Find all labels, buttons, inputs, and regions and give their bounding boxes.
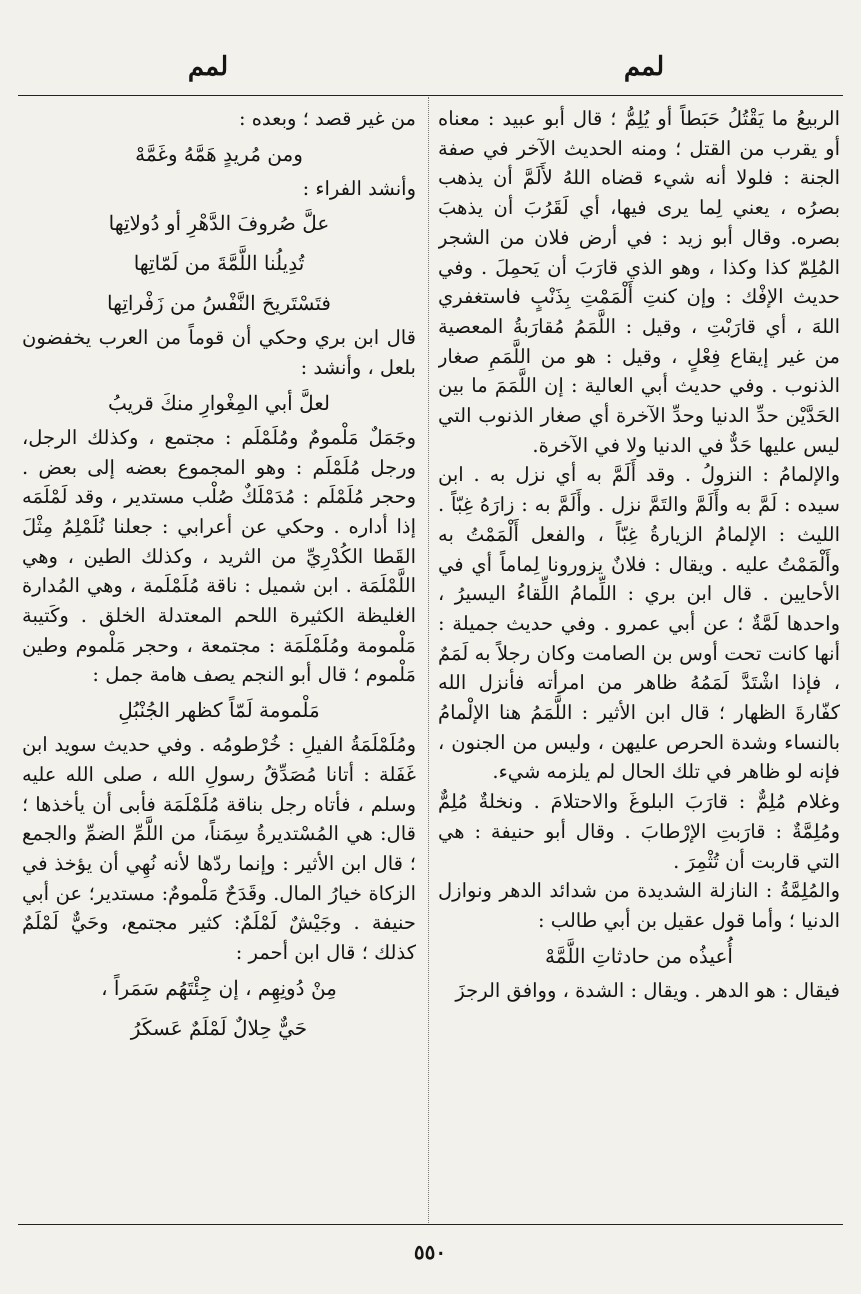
left-verse-2a: علَّ صُروفَ الدَّهْرِ أو دُولاتِها [108, 211, 330, 236]
left-verse-5b: حَيٌّ حِلالٌ لَمْلَمٌ عَسكَرُ [130, 1015, 308, 1040]
right-paragraph-1: الربيعُ ما يَقْتُلُ حَبَطاً أو يُلِمُّ ؛ قال أبو عبيد : معناه أو يقرب من القتل ؛ ومنه الحديث الآخر في صفة الجنة : فلولا أنه شيء قضاه اللهُ لأَلَمَّ أن يذهب بصرُه ، يعني لِما يرى فيها، أي لَقَرُبَ أن يذهبَ بصره. وقال أبو زيد : في أرض فلان من الشجر المُلِمّ كذا وكذا ، وهو الذي قارَبَ أن يَحمِلَ . وفي حديث الإفْك : وإن كنتِ أَلْمَمْتِ بِذَنْبٍ فاستغفري اللهَ ، أي قارَبْتِ ، وقيل : اللَّمَمُ مُقارَبةُ المعصية من غير إيقاع فِعْلٍ ، وقيل : هو من اللَّمَمِ صغار الذنوب . وفي حديث أبي العالية : إن اللَّمَمَ ما بين الحَدَّيْن حدِّ الدنيا وحدِّ الآخرة أي صغار الذنوب التي ليس عليها حَدٌّ في الدنيا ولا في الآخرة. [438, 107, 840, 457]
left-paragraph-5: ومُلَمْلَمَةُ الفيلِ : خُرْطومُه . وفي حديث سويد ابن غَفَلة : أتانا مُصَدِّقُ رسولِ الله ، صلى الله عليه وسلم ، فأتاه رجل بناقة مُلَمْلَمَة فأبى أن يأخذها ؛ قال: هي المُسْتديرةُ سِمَناً، من اللَّمِّ الضمِّ والجمع ؛ قال ابن الأثير : وإنما ردّها لأنه نُهِي أن يؤخذ في الزكاة خيارُ المال. وقَدَحٌ مَلْمومٌ: مستدير؛ عن أبي حنيفة . وجَيْشٌ لَمْلَمٌ: كثير مجتمع، وحَيٌّ لَمْلَمٌ كذلك ؛ قال ابن أحمر : [22, 733, 416, 965]
top-rule [18, 95, 843, 96]
left-verse-5a: مِنْ دُونِهِم ، إن جِئْتَهُم سَمَراً ، [101, 975, 337, 1000]
right-column [438, 104, 840, 1214]
left-verse-4: مَلْمومة لَمّاً كظهر الجُنْبُلِ [118, 698, 320, 723]
right-paragraph-5: فيقال : هو الدهر . ويقال : الشدة ، ووافق الرجزَ [455, 978, 840, 1002]
left-paragraph-2: وأنشد الفراء : [302, 176, 416, 200]
right-paragraph-3: وغلام مُلِمٌّ : قارَبَ البلوغَ والاحتلامَ . ونخلةٌ مُلِمٌّ ومُلِمَّةٌ : قارَبتِ الإرْطابَ . وقال أبو حنيفة : هي التي قاربت أن تُثْمِرَ . [438, 790, 840, 873]
left-verse-3: لعلَّ أبي المِغْوارِ منكَ قريبُ [108, 390, 330, 415]
left-verse-2c: فتَسْتَريحَ النَّفْسُ من زَفْراتِها [107, 291, 331, 316]
left-paragraph-1: من غير قصد ؛ وبعده : [238, 107, 416, 130]
right-paragraph-4: والمُلِمَّةُ : النازلة الشديدة من شدائد الدهر ونوازل الدنيا ؛ وأما قول عقيل بن أبي طالب : [438, 879, 840, 932]
left-paragraph-4: وجَمَلٌ مَلْمومٌ ومُلَمْلَم : مجتمع ، وكذلك الرجل، ورجل مُلَمْلَم : وهو المجموع بعضه إلى بعض . وحجر مُلَمْلَم : مُدَمْلَكٌ صُلْب مستدير ، وقد لَمْلَمَه إذا أداره . وحكي عن أعرابي : جعلنا نُلَمْلِمُ مِثْلَ القَطا الكُدْرِيِّ من الثريد ، وكذلك الطين ، وهي اللَّمْلَمَة . ابن شميل : ناقة مُلَمْلَمة ، وهي المُدارة الغليظة الكثيرة اللحم المعتدلة الخلق . وكَتيبة مَلْمومة ومُلَمْلَمَة : مجتمعة ، وحجر مَلْموم وطين مَلْموم ؛ قال أبو النجم يصف هامة جمل : [22, 425, 416, 687]
left-verse-2b: تُدِيلُنا اللَّمَّةَ من لَمّاتِها [133, 251, 305, 276]
bottom-rule [18, 1224, 843, 1225]
left-column [22, 104, 416, 1214]
running-head-right: لمم [623, 52, 665, 82]
column-divider [428, 97, 429, 1223]
left-paragraph-3: قال ابن بري وحكي أن قوماً من العرب يخفضون بلعل ، وأنشد : [22, 326, 416, 380]
right-paragraph-2: والإلمامُ : النزولُ . وقد أَلَمَّ به أي نزل به . ابن سيده : لَمَّ به وأَلَمَّ والتَمَّ نزل . وأَلَمَّ به : زارَهُ غِبّاً . الليث : الإلمامُ الزيارةُ غِبّاً ، والفعل أَلْمَمْتُ به وأَلْمَمْتُ عليه . ويقال : فلانٌ يزورونا لِماماً أي في الأحايين . قال ابن بري : اللِّمامُ اللِّقاءُ اليسيرُ ، واحدها لَمَّةٌ ؛ عن أبي عمرو . وفي حديث جميلة : أنها كانت تحت أوس بن الصامت وكان رجلاً به لَمَمٌ ، فإذا اشْتَدَّ لَمَمُهُ ظاهر من امرأته فأنزل الله كفّارةَ الظهار ؛ قال ابن الأثير : اللَّمَمُ هنا الإلْمامُ بالنساء وشدة الحرص عليهن ، وليس من الجنون ، فإنه لو ظاهر في تلك الحال لم يلزمه شيء. [438, 463, 840, 784]
running-head-left: لمم [187, 52, 229, 82]
right-verse: أُعيذُه من حادثاتِ اللَّمَّهْ [545, 943, 733, 968]
page-number: ٥٥٠ [413, 1240, 447, 1264]
left-verse-1: ومن مُريدٍ هَمَّهُ وغَمَّهْ [135, 141, 303, 166]
